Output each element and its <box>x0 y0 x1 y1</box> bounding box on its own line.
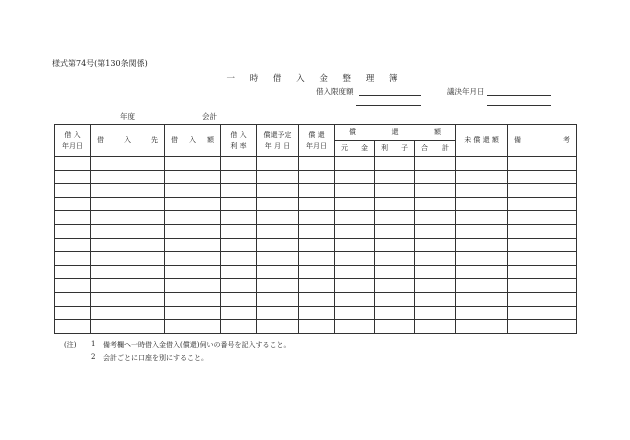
table-cell[interactable] <box>335 184 375 198</box>
table-cell[interactable] <box>165 224 221 238</box>
table-cell[interactable] <box>91 224 165 238</box>
table-cell[interactable] <box>55 197 91 211</box>
limit-label: 借入限度額 <box>316 87 354 96</box>
table-cell[interactable] <box>415 265 456 279</box>
note-1-text: 備考欄へ一時借入金借入(償還)伺いの番号を記入すること。 <box>103 341 291 349</box>
table-cell[interactable] <box>91 306 165 320</box>
table-cell[interactable] <box>221 306 257 320</box>
table-row <box>55 252 577 266</box>
table-cell[interactable] <box>375 279 415 293</box>
table-cell[interactable] <box>221 320 257 334</box>
table-cell[interactable] <box>299 211 335 225</box>
table-cell[interactable] <box>165 292 221 306</box>
table-cell[interactable] <box>55 224 91 238</box>
table-cell[interactable] <box>375 238 415 252</box>
table-cell[interactable] <box>91 184 165 198</box>
col-interest: 利 子 <box>375 141 415 157</box>
table-cell[interactable] <box>375 157 415 171</box>
table-cell[interactable] <box>508 279 577 293</box>
table-cell[interactable] <box>375 211 415 225</box>
page-title: 一 時 借 入 金 整 理 簿 <box>226 74 404 84</box>
table-cell[interactable] <box>221 224 257 238</box>
table-cell[interactable] <box>415 238 456 252</box>
table-cell[interactable] <box>257 252 299 266</box>
table-row <box>55 292 577 306</box>
table-cell[interactable] <box>415 252 456 266</box>
table-cell[interactable] <box>508 252 577 266</box>
table-cell[interactable] <box>165 157 221 171</box>
table-cell[interactable] <box>335 211 375 225</box>
table-cell[interactable] <box>165 184 221 198</box>
table-cell[interactable] <box>221 157 257 171</box>
table-cell[interactable] <box>375 306 415 320</box>
table-cell[interactable] <box>375 184 415 198</box>
col-borrow-amount: 借 入 額 <box>165 125 221 157</box>
table-cell[interactable] <box>456 157 508 171</box>
note-2-number: 2 <box>91 353 96 361</box>
table-cell[interactable] <box>91 238 165 252</box>
table-cell[interactable] <box>299 306 335 320</box>
table-cell[interactable] <box>415 197 456 211</box>
table-cell[interactable] <box>257 224 299 238</box>
table-cell[interactable] <box>221 265 257 279</box>
col-repay-plan-date: 償還予定 年 月 日 <box>257 125 299 157</box>
table-cell[interactable] <box>165 197 221 211</box>
table-cell[interactable] <box>55 265 91 279</box>
table-cell[interactable] <box>508 157 577 171</box>
ledger-table <box>54 124 577 334</box>
table-cell[interactable] <box>165 279 221 293</box>
limit-field[interactable] <box>359 95 421 96</box>
table-cell[interactable] <box>335 320 375 334</box>
notes-prefix: (注) <box>64 341 77 349</box>
table-cell[interactable] <box>335 238 375 252</box>
col-interest-rate: 借 入 利 率 <box>221 125 257 157</box>
table-cell[interactable] <box>257 238 299 252</box>
table-cell[interactable] <box>91 252 165 266</box>
table-row <box>55 184 577 198</box>
table-cell[interactable] <box>257 197 299 211</box>
table-row <box>55 170 577 184</box>
ledger-body <box>55 157 577 334</box>
col-principal: 元 金 <box>335 141 375 157</box>
table-cell[interactable] <box>55 211 91 225</box>
table-cell[interactable] <box>456 184 508 198</box>
table-cell[interactable] <box>165 211 221 225</box>
table-cell[interactable] <box>508 170 577 184</box>
table-cell[interactable] <box>508 265 577 279</box>
table-row <box>55 197 577 211</box>
table-cell[interactable] <box>257 306 299 320</box>
table-cell[interactable] <box>456 306 508 320</box>
table-cell[interactable] <box>257 292 299 306</box>
table-cell[interactable] <box>375 224 415 238</box>
table-cell[interactable] <box>335 157 375 171</box>
table-cell[interactable] <box>456 292 508 306</box>
decision-date-label: 議決年月日 <box>447 87 485 96</box>
table-cell[interactable] <box>257 279 299 293</box>
col-total: 合 計 <box>415 141 456 157</box>
note-2-text: 会計ごとに口座を別にすること。 <box>103 354 208 362</box>
table-row <box>55 265 577 279</box>
table-cell[interactable] <box>299 170 335 184</box>
table-cell[interactable] <box>299 184 335 198</box>
table-row <box>55 224 577 238</box>
table-row <box>55 320 577 334</box>
table-cell[interactable] <box>456 279 508 293</box>
table-cell[interactable] <box>257 157 299 171</box>
table-cell[interactable] <box>91 265 165 279</box>
col-remarks: 備 考 <box>508 125 577 157</box>
table-cell[interactable] <box>456 197 508 211</box>
table-cell[interactable] <box>221 197 257 211</box>
table-cell[interactable] <box>508 184 577 198</box>
table-cell[interactable] <box>375 320 415 334</box>
table-cell[interactable] <box>221 252 257 266</box>
table-cell[interactable] <box>299 252 335 266</box>
table-cell[interactable] <box>257 211 299 225</box>
table-cell[interactable] <box>299 292 335 306</box>
table-cell[interactable] <box>508 320 577 334</box>
table-cell[interactable] <box>508 292 577 306</box>
table-cell[interactable] <box>91 292 165 306</box>
table-cell[interactable] <box>165 265 221 279</box>
table-cell[interactable] <box>221 292 257 306</box>
table-cell[interactable] <box>91 170 165 184</box>
table-row <box>55 238 577 252</box>
table-cell[interactable] <box>299 157 335 171</box>
table-cell[interactable] <box>335 292 375 306</box>
table-cell[interactable] <box>508 306 577 320</box>
table-cell[interactable] <box>91 279 165 293</box>
table-cell[interactable] <box>91 320 165 334</box>
table-cell[interactable] <box>415 292 456 306</box>
table-cell[interactable] <box>91 157 165 171</box>
col-repay-amount: 償 還 額 <box>335 125 456 141</box>
table-cell[interactable] <box>456 211 508 225</box>
table-cell[interactable] <box>165 238 221 252</box>
table-cell[interactable] <box>299 279 335 293</box>
table-cell[interactable] <box>375 170 415 184</box>
table-cell[interactable] <box>456 265 508 279</box>
table-cell[interactable] <box>508 224 577 238</box>
table-cell[interactable] <box>456 224 508 238</box>
table-cell[interactable] <box>335 265 375 279</box>
table-cell[interactable] <box>415 279 456 293</box>
table-cell[interactable] <box>165 252 221 266</box>
table-cell[interactable] <box>456 238 508 252</box>
table-cell[interactable] <box>221 170 257 184</box>
table-row <box>55 211 577 225</box>
col-outstanding: 未 償 還 額 <box>456 125 508 157</box>
table-cell[interactable] <box>415 306 456 320</box>
table-cell[interactable] <box>55 279 91 293</box>
table-cell[interactable] <box>415 184 456 198</box>
table-cell[interactable] <box>335 197 375 211</box>
table-cell[interactable] <box>257 265 299 279</box>
table-cell[interactable] <box>508 238 577 252</box>
table-cell[interactable] <box>335 224 375 238</box>
table-cell[interactable] <box>55 292 91 306</box>
decision-date-field[interactable] <box>487 95 551 96</box>
table-row <box>55 306 577 320</box>
table-cell[interactable] <box>508 211 577 225</box>
table-cell[interactable] <box>165 320 221 334</box>
limit-field-line-2[interactable] <box>356 105 421 106</box>
note-1-number: 1 <box>91 340 96 348</box>
table-cell[interactable] <box>221 211 257 225</box>
table-cell[interactable] <box>55 184 91 198</box>
decision-date-field-line-2[interactable] <box>487 105 551 106</box>
table-cell[interactable] <box>165 170 221 184</box>
table-cell[interactable] <box>55 170 91 184</box>
table-cell[interactable] <box>55 238 91 252</box>
table-cell[interactable] <box>415 157 456 171</box>
table-cell[interactable] <box>299 238 335 252</box>
table-cell[interactable] <box>91 197 165 211</box>
form-number: 様式第74号(第130条関係) <box>52 59 148 68</box>
table-cell[interactable] <box>165 306 221 320</box>
table-cell[interactable] <box>299 224 335 238</box>
table-cell[interactable] <box>375 252 415 266</box>
table-cell[interactable] <box>221 184 257 198</box>
table-cell[interactable] <box>257 170 299 184</box>
table-cell[interactable] <box>55 320 91 334</box>
table-cell[interactable] <box>508 197 577 211</box>
table-cell[interactable] <box>335 306 375 320</box>
table-cell[interactable] <box>55 252 91 266</box>
table-cell[interactable] <box>335 252 375 266</box>
table-cell[interactable] <box>375 265 415 279</box>
table-cell[interactable] <box>91 211 165 225</box>
table-cell[interactable] <box>335 279 375 293</box>
col-lender: 借 入 先 <box>91 125 165 157</box>
table-cell[interactable] <box>415 224 456 238</box>
table-cell[interactable] <box>456 320 508 334</box>
year-label: 年度 <box>120 112 135 121</box>
account-label: 会計 <box>202 112 217 121</box>
table-cell[interactable] <box>456 252 508 266</box>
col-repay-date: 償 還 年月日 <box>299 125 335 157</box>
table-cell[interactable] <box>415 320 456 334</box>
table-cell[interactable] <box>257 184 299 198</box>
table-cell[interactable] <box>55 157 91 171</box>
table-cell[interactable] <box>456 170 508 184</box>
table-row <box>55 279 577 293</box>
table-cell[interactable] <box>335 170 375 184</box>
table-cell[interactable] <box>55 306 91 320</box>
table-cell[interactable] <box>375 197 415 211</box>
table-cell[interactable] <box>299 265 335 279</box>
table-cell[interactable] <box>221 238 257 252</box>
table-cell[interactable] <box>415 170 456 184</box>
table-cell[interactable] <box>415 211 456 225</box>
table-cell[interactable] <box>299 197 335 211</box>
table-cell[interactable] <box>221 279 257 293</box>
table-cell[interactable] <box>257 320 299 334</box>
table-cell[interactable] <box>299 320 335 334</box>
col-borrow-date: 借 入 年月日 <box>55 125 91 157</box>
table-row <box>55 157 577 171</box>
table-cell[interactable] <box>375 292 415 306</box>
